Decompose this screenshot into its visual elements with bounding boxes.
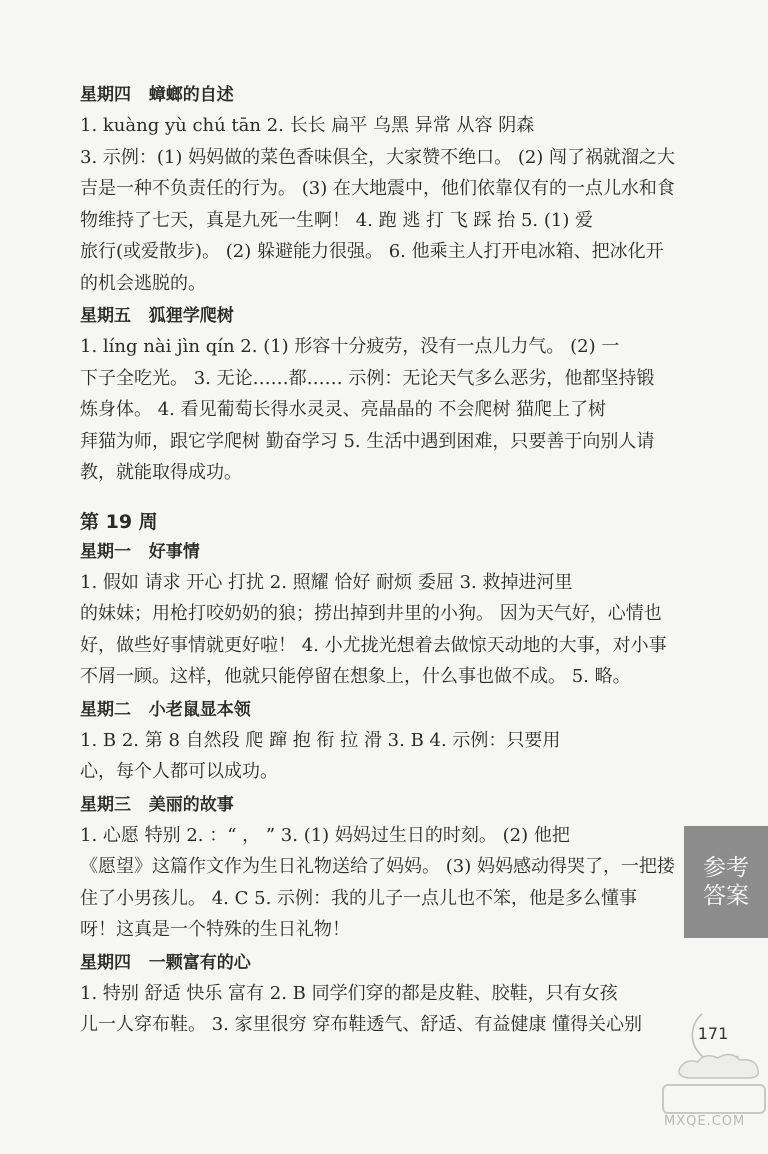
answer-line: 1. B 2. 第 8 自然段 爬 蹿 抱 衔 拉 滑 3. B 4. 示例：只要用	[80, 729, 561, 751]
section-heading: 星期五 狐狸学爬树	[80, 306, 234, 326]
section-heading: 星期二 小老鼠显本领	[80, 699, 251, 720]
week-heading: 第 19 周	[80, 510, 158, 533]
answer-line: 吉是一种不负责任的行为。 (3) 在大地震中，他们依靠仅有的一点儿水和食	[80, 178, 675, 199]
section-heading: 星期一 好事情	[80, 541, 200, 562]
answer-line: 不屑一顾。这样，他就只能停留在想象上，什么事也做不成。 5. 略。	[80, 666, 631, 687]
answer-key-tab	[684, 826, 768, 938]
answer-line: 下子全吃光。 3. 无论……都…… 示例：无论天气多么恶劣，他都坚持锻	[80, 367, 655, 389]
section-wednesday-story	[80, 794, 680, 946]
answer-line: 的机会逃脱的。	[80, 272, 206, 294]
answer-key-tab-label: 参考答案	[703, 855, 749, 909]
answer-line: 拜猫为师，跟它学爬树 勤奋学习 5. 生活中遇到困难，只要善于向别人请	[80, 430, 655, 452]
answer-line: 1. kuàng yù chú tān 2. 长长 扁平 乌黑 异常 从容 阴森	[80, 115, 535, 136]
answer-line: 3. 示例：(1) 妈妈做的菜色香味俱全，大家赞不绝口。 (2) 闯了祸就溜之大	[80, 146, 676, 168]
answer-line: 好，做些好事情就更好啦！ 4. 小尤拢光想着去做惊天动地的大事，对小事	[80, 634, 667, 656]
answer-content	[80, 84, 680, 1041]
answer-line: 儿一人穿布鞋。 3. 家里很穷 穿布鞋透气、舒适、有益健康 懂得关心别	[80, 1014, 643, 1035]
answer-line: 1. 心愿 特别 2. ：“ ， ” 3. (1) 妈妈过生日的时刻。 (2) 他把	[80, 824, 570, 846]
section-monday-good-deeds	[80, 541, 680, 693]
answer-line: 炼身体。 4. 看见葡萄长得水灵灵、亮晶晶的 不会爬树 猫爬上了树	[80, 399, 607, 420]
answer-line: 1. 假如 请求 开心 打扰 2. 照耀 恰好 耐烦 委屈 3. 救掉进河里	[80, 571, 573, 593]
answer-line: 心，每个人都可以成功。	[80, 761, 278, 782]
answer-line: 教，就能取得成功。	[80, 462, 242, 483]
section-thursday-cockroach	[80, 84, 680, 299]
watermark-text: MXQE.COM	[664, 1114, 746, 1129]
answer-line: 呀！这真是一个特殊的生日礼物！	[80, 919, 350, 940]
section-thursday-rich-heart	[80, 952, 680, 1041]
answer-line: 旅行(或爱散步)。 (2) 躲避能力很强。 6. 他乘主人打开电冰箱、把冰化开	[80, 241, 664, 262]
section-heading: 星期三 美丽的故事	[80, 794, 234, 815]
section-tuesday-mouse	[80, 699, 680, 788]
section-heading: 星期四 蟑螂的自述	[80, 85, 234, 105]
answer-line: 的妹妹；用枪打咬奶奶的狼；捞出掉到井里的小狗。 因为天气好，心情也	[80, 603, 662, 624]
page-number: 171	[697, 1024, 729, 1043]
answer-line: 1. líng nài jìn qín 2. (1) 形容十分疲劳，没有一点儿力气。 (2) 一	[80, 336, 620, 357]
moon-cloud-icon	[672, 1004, 768, 1084]
watermark-logo	[662, 1084, 766, 1114]
answer-line: 1. 特别 舒适 快乐 富有 2. B 同学们穿的都是皮鞋、胶鞋，只有女孩	[80, 982, 618, 1004]
section-heading: 星期四 一颗富有的心	[80, 952, 251, 973]
section-friday-fox	[80, 305, 680, 489]
answer-line: 《愿望》这篇作文作为生日礼物送给了妈妈。 (3) 妈妈感动得哭了，一把搂	[80, 856, 675, 877]
answer-line: 住了小男孩儿。 4. C 5. 示例：我的儿子一点儿也不笨，他是多么懂事	[80, 887, 638, 909]
answer-line: 物维持了七天，真是九死一生啊！ 4. 跑 逃 打 飞 踩 抬 5. (1) 爱	[80, 209, 594, 231]
